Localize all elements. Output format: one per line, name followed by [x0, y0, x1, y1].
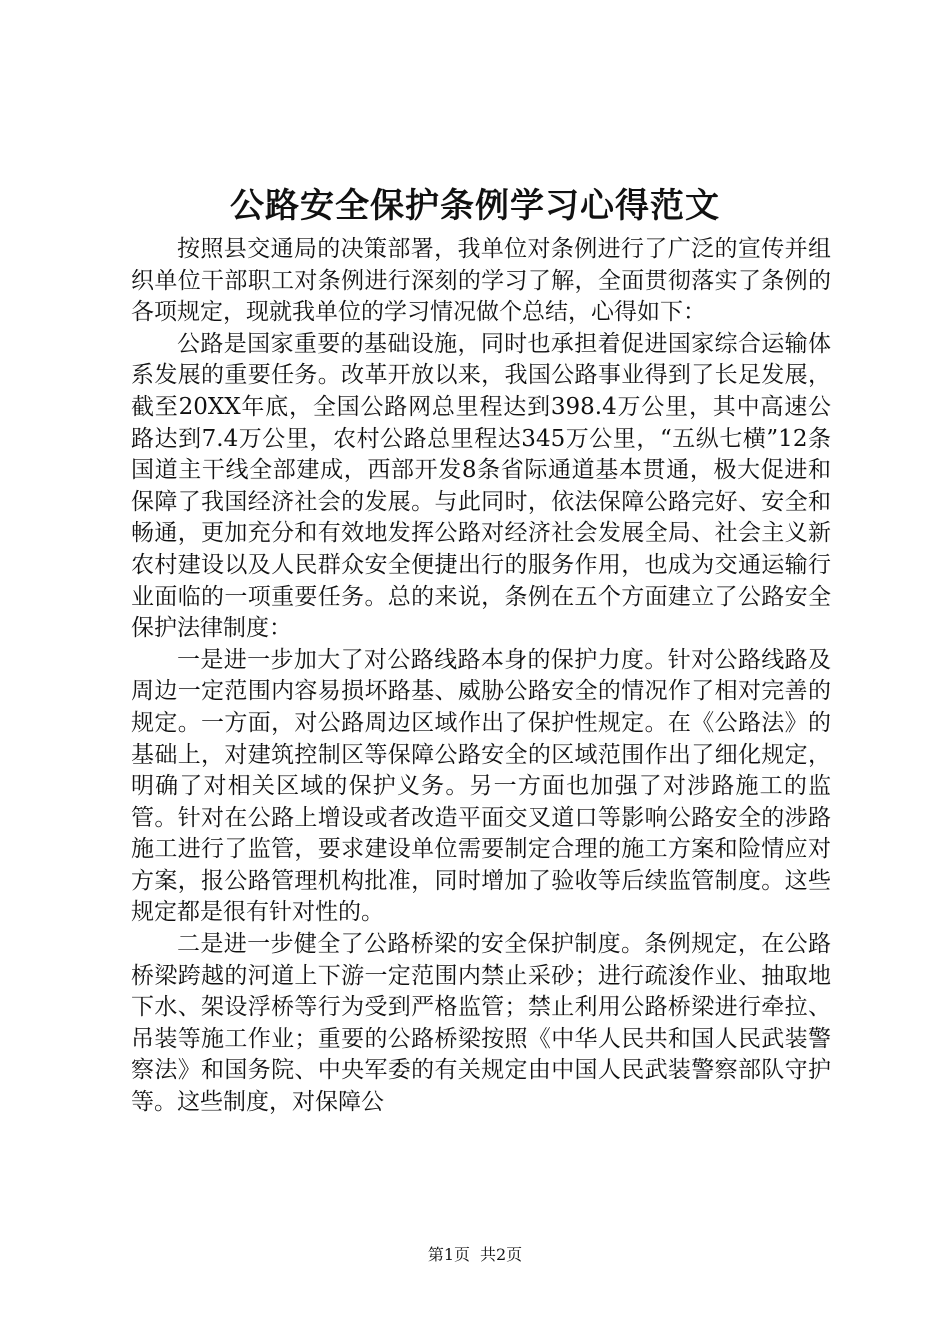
page-footer [0, 1244, 950, 1266]
document-title: 公路安全保护条例学习心得范文 [230, 186, 720, 226]
document-body [131, 234, 831, 1119]
paragraph-point-one: 一是进一步加大了对公路线路本身的保护力度。针对公路线路及周边一定范围内容易损坏路基、威胁公路安全的情况作了相对完善的规定。一方面，对公路周边区域作出了保护性规定。在《公路法》的基础上，对建筑控制区等保障公路安全的区域范围作出了细化规定，明确了对相关区域的保护义务。另一方面也加强了对涉路施工的监管。针对在公路上增设或者改造平面交叉道口等影响公路安全的涉路施工进行了监管，要求建设单位需要制定合理的施工方案和险情应对方案，报公路管理机构批准，同时增加了验收等后续监管制度。这些规定都是很有针对性的。 [131, 646, 831, 926]
paragraph-intro: 按照县交通局的决策部署，我单位对条例进行了广泛的宣传并组织单位干部职工对条例进行深刻的学习了解，全面贯彻落实了条例的各项规定，现就我单位的学习情况做个总结，心得如下： [131, 236, 831, 326]
paragraph-point-two: 二是进一步健全了公路桥梁的安全保护制度。条例规定，在公路桥梁跨越的河道上下游一定范围内禁止采砂；进行疏浚作业、抽取地下水、架设浮桥等行为受到严格监管；禁止利用公路桥梁进行牵拉、吊装等施工作业；重要的公路桥梁按照《中华人民共和国人民武装警察法》和国务院、中央军委的有关规定由中国人民武装警察部队守护等。这些制度，对保障公 [131, 931, 831, 1116]
page-total: 共2页 [480, 1245, 523, 1264]
paragraph-background: 公路是国家重要的基础设施，同时也承担着促进国家综合运输体系发展的重要任务。改革开放以来，我国公路事业得到了长足发展，截至20XX年底，全国公路网总里程达到398.4万公里，其中高速公路达到7.4万公里，农村公路总里程达345万公里，“五纵七横”12条国道主干线全部建成，西部开发8条省际通道基本贯通，极大促进和保障了我国经济社会的发展。与此同时，依法保障公路完好、安全和畅通，更加充分和有效地发挥公路对经济社会发展全局、社会主义新农村建设以及人民群众安全便捷出行的服务作用，也成为交通运输行业面临的一项重要任务。总的来说，条例在五个方面建立了公路安全保护法律制度： [131, 330, 831, 642]
page-number: 第1页 [427, 1245, 470, 1264]
